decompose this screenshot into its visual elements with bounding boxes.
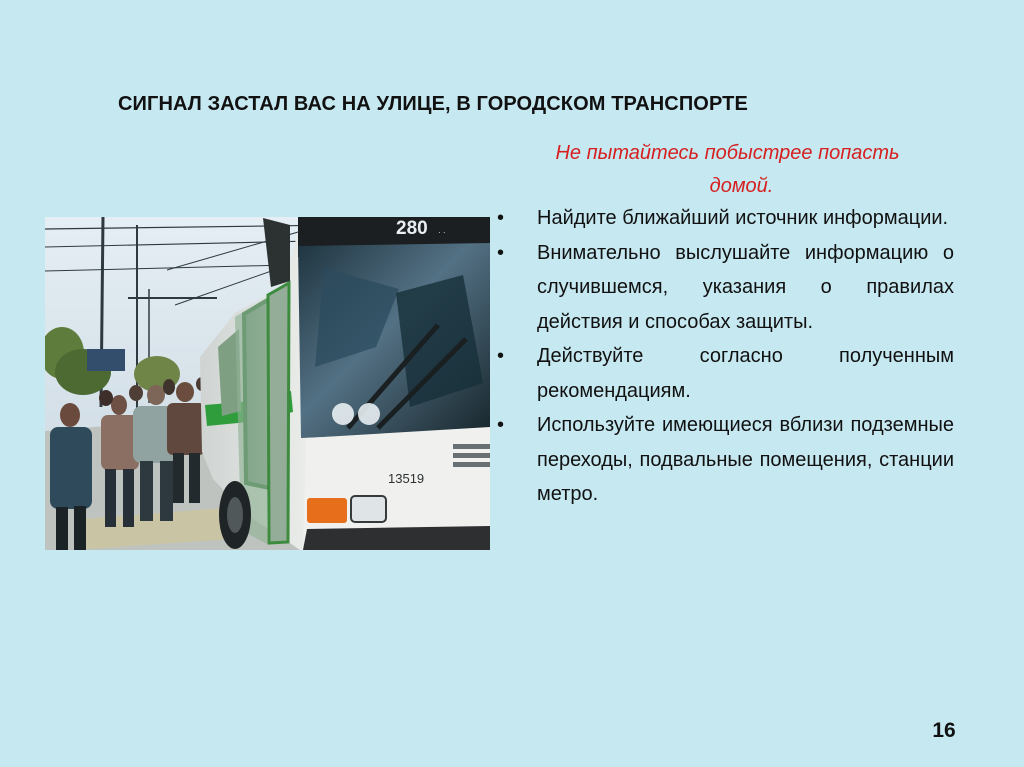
instruction-item: • Используйте имеющиеся вблизи подземные переходы, подвальные помещения, станции метро. bbox=[492, 408, 954, 512]
slide-title: СИГНАЛ ЗАСТАЛ ВАС НА УЛИЦЕ, В ГОРОДСКОМ ТРАНСПОРТЕ bbox=[118, 93, 748, 115]
instruction-item: • Действуйте согласно полученным рекомендациям. bbox=[492, 339, 954, 408]
svg-text:· ·: · · bbox=[438, 228, 446, 237]
instruction-item: • Внимательно выслушайте информацию о случившемся, указания о правилах действия и способах защиты. bbox=[492, 236, 954, 340]
slide-subtitle bbox=[500, 137, 955, 203]
route-number-display: 280 bbox=[396, 218, 428, 239]
bus-indicator-light bbox=[307, 498, 347, 523]
bus-photo-illustration bbox=[45, 217, 490, 550]
bus-fleet-number: 13519 bbox=[388, 471, 425, 486]
bus-headlight bbox=[351, 496, 386, 522]
subtitle-line-2: домой. bbox=[709, 175, 774, 197]
bus-stop-photo bbox=[45, 217, 490, 550]
bus-door bbox=[268, 283, 289, 543]
bus-bumper bbox=[303, 526, 490, 550]
subtitle-line-1: Не пытайтесь побыстрее попасть bbox=[555, 142, 900, 164]
instruction-item: • Найдите ближайший источник информации. bbox=[492, 201, 954, 236]
slide-number: 16 bbox=[932, 719, 956, 742]
instructions-list bbox=[492, 201, 954, 512]
